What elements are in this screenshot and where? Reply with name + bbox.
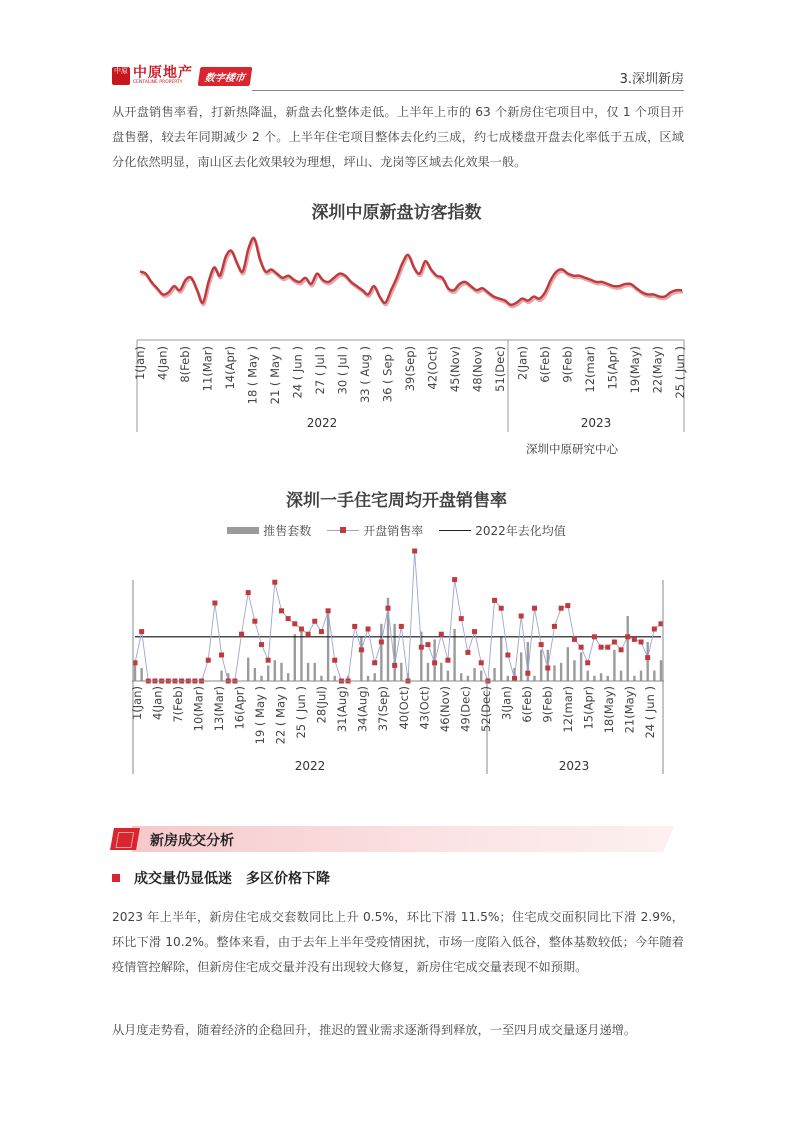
sales-rate-marker bbox=[652, 627, 657, 632]
supply-bar bbox=[334, 676, 336, 681]
x-tick-label: 21 ( May ) bbox=[268, 346, 282, 405]
x-tick-label: 21(May) bbox=[622, 686, 637, 734]
supply-bar bbox=[327, 613, 329, 681]
sales-rate-marker bbox=[532, 606, 537, 611]
supply-bar bbox=[220, 671, 222, 681]
sales-rate-marker bbox=[465, 650, 470, 655]
legend-avg-label: 2022年去化均值 bbox=[475, 524, 566, 538]
x-tick-label: 37(Sep) bbox=[376, 686, 391, 732]
sales-rate-marker bbox=[312, 619, 317, 624]
square-bullet-icon bbox=[112, 874, 120, 882]
supply-bar bbox=[573, 660, 575, 681]
x-tick-label: 30 ( Jul ) bbox=[335, 346, 350, 395]
legend-avg-swatch bbox=[439, 530, 471, 532]
sales-rate-marker bbox=[425, 642, 430, 647]
logo-name-cn: 中原地产 bbox=[133, 65, 193, 81]
sales-rate-marker bbox=[259, 642, 264, 647]
supply-bar bbox=[320, 676, 322, 681]
sales-rate-marker bbox=[459, 616, 464, 621]
supply-bar bbox=[267, 665, 269, 681]
x-tick-label: 25 ( Jun ) bbox=[294, 686, 309, 739]
sales-rate-marker bbox=[572, 637, 577, 642]
chart1-source: 深圳中原研究中心 bbox=[526, 442, 618, 456]
section-number-icon bbox=[115, 832, 134, 848]
x-tick-label: 15(Apr) bbox=[581, 686, 596, 730]
x-tick-label: 24 ( Jun ) bbox=[643, 686, 657, 739]
supply-bar bbox=[314, 663, 316, 681]
supply-bar bbox=[520, 652, 522, 681]
x-tick-label: 46(Nov) bbox=[437, 686, 452, 733]
supply-bar bbox=[274, 660, 276, 681]
supply-bar bbox=[620, 671, 622, 681]
legend-line bbox=[327, 522, 423, 539]
x-tick-label: 10(Mar) bbox=[191, 686, 206, 732]
x-tick-label: 22(May) bbox=[650, 346, 665, 394]
supply-bar bbox=[660, 660, 662, 681]
sales-rate-marker bbox=[632, 637, 637, 642]
sales-rate-chart bbox=[0, 540, 793, 780]
x-tick-label: 43(Oct) bbox=[417, 686, 432, 730]
supply-bar bbox=[653, 671, 655, 681]
sales-rate-marker bbox=[519, 614, 524, 619]
supply-bar bbox=[640, 671, 642, 681]
sales-rate-marker bbox=[292, 621, 297, 626]
x-tick-label: 13(Mar) bbox=[212, 686, 227, 732]
section-banner bbox=[112, 826, 674, 852]
sales-rate-marker bbox=[445, 658, 450, 663]
visitor-index-line bbox=[140, 238, 682, 305]
section-number-badge bbox=[110, 828, 140, 850]
x-tick-label: 1(Jan) bbox=[133, 346, 147, 381]
sales-rate-marker bbox=[592, 634, 597, 639]
supply-bar bbox=[373, 673, 375, 681]
supply-bar bbox=[500, 637, 502, 681]
visitor-index-line-shadow bbox=[141, 240, 683, 307]
chart2-legend bbox=[0, 522, 793, 539]
year-label-2022: 2022 bbox=[306, 416, 338, 430]
sales-rate-marker bbox=[432, 660, 437, 665]
supply-bar bbox=[260, 676, 262, 681]
sales-rate-marker bbox=[359, 647, 364, 652]
paragraph-sales-rate: 从开盘销售率看，打新热降温，新盘去化整体走低。上半年上市的 63 个新房住宅项目中，仅 1 个项目开盘售罄，较去年同期减少 2 个。上半年住宅项目整体去化约三成，约七成楼盘开盘去化率低于五成，区域分化依然明显，南山区去化效果较为理想，坪山、龙岗等区域去化效果一般。 bbox=[112, 105, 684, 169]
x-tick-label: 16(Apr) bbox=[232, 686, 247, 730]
year-label-2022: 2022 bbox=[294, 759, 326, 773]
supply-bar bbox=[593, 676, 595, 681]
x-tick-label: 28(Jul) bbox=[314, 686, 329, 724]
supply-bar bbox=[600, 673, 602, 681]
logo-tag: 数字楼市 bbox=[198, 67, 253, 86]
subheading-text: 成交量仍显低迷 多区价格下降 bbox=[134, 871, 330, 887]
section-title: 新房成交分析 bbox=[150, 833, 234, 849]
x-tick-label: 9(Feb) bbox=[560, 346, 575, 383]
sales-rate-marker bbox=[612, 640, 617, 645]
sales-rate-marker bbox=[219, 653, 224, 658]
supply-bar bbox=[540, 650, 542, 681]
supply-bar bbox=[567, 647, 569, 681]
sales-rate-marker bbox=[239, 632, 244, 637]
legend-bar bbox=[227, 522, 311, 539]
supply-bar bbox=[460, 673, 462, 681]
supply-bar bbox=[400, 663, 402, 681]
sales-rate-marker bbox=[419, 645, 424, 650]
supply-bar bbox=[507, 676, 509, 681]
sales-rate-marker bbox=[505, 653, 510, 658]
sales-rate-marker bbox=[625, 634, 630, 639]
sales-rate-marker bbox=[492, 598, 497, 603]
x-tick-label: 33 ( Aug ) bbox=[358, 346, 372, 404]
x-tick-label: 42(Oct) bbox=[425, 346, 440, 390]
visitor-index-chart bbox=[0, 0, 793, 470]
x-tick-label: 45(Nov) bbox=[448, 346, 462, 393]
supply-bar bbox=[473, 668, 475, 681]
supply-bar bbox=[493, 668, 495, 681]
supply-bar bbox=[447, 671, 449, 681]
supply-bar bbox=[254, 668, 256, 681]
supply-bar bbox=[427, 663, 429, 681]
logo-name-en: CENTALINE PROPERTY bbox=[133, 80, 183, 85]
x-tick-label: 36 ( Sep ) bbox=[380, 346, 395, 403]
supply-bar bbox=[440, 663, 442, 681]
supply-bar bbox=[300, 632, 302, 681]
sales-rate-marker bbox=[306, 632, 311, 637]
supply-bar bbox=[467, 676, 469, 681]
supply-bar bbox=[633, 676, 635, 681]
sales-rate-marker bbox=[619, 647, 624, 652]
logo-seal-icon: 中原 bbox=[112, 67, 130, 85]
x-tick-label: 39(Sep) bbox=[403, 346, 417, 392]
x-tick-label: 3(Jan) bbox=[499, 686, 514, 721]
legend-bar-swatch bbox=[227, 527, 259, 534]
sales-rate-marker bbox=[366, 627, 371, 632]
x-tick-label: 52(Dec) bbox=[478, 686, 493, 732]
x-tick-label: 49(Dec) bbox=[458, 686, 473, 732]
sales-rate-marker bbox=[139, 629, 144, 634]
sales-rate-marker bbox=[372, 660, 377, 665]
year-label-2023: 2023 bbox=[580, 416, 612, 430]
sales-rate-marker bbox=[545, 666, 550, 671]
sales-rate-marker bbox=[605, 645, 610, 650]
x-tick-label: 7(Feb) bbox=[171, 686, 186, 723]
sales-rate-marker bbox=[599, 645, 604, 650]
sales-rate-marker bbox=[319, 629, 324, 634]
sales-rate-marker bbox=[559, 606, 564, 611]
sales-rate-marker bbox=[539, 642, 544, 647]
sales-rate-marker bbox=[579, 645, 584, 650]
sales-rate-marker bbox=[552, 624, 557, 629]
supply-bar bbox=[646, 642, 648, 681]
sales-rate-marker bbox=[286, 616, 291, 621]
x-tick-label: 4(Jan) bbox=[150, 686, 165, 721]
section-label: 3.深圳新房 bbox=[619, 72, 684, 87]
x-tick-label: 24 ( Jun ) bbox=[290, 346, 305, 399]
x-tick-label: 18(May) bbox=[601, 686, 616, 734]
sales-rate-marker bbox=[386, 606, 391, 611]
sales-rate-marker bbox=[266, 658, 271, 663]
supply-bar bbox=[580, 652, 582, 681]
x-tick-label: 19 ( May ) bbox=[253, 686, 268, 745]
x-tick-label: 9(Feb) bbox=[540, 686, 555, 723]
x-tick-label: 31(Aug) bbox=[335, 686, 350, 733]
sales-rate-marker bbox=[645, 655, 650, 660]
x-tick-label: 11(Mar) bbox=[200, 346, 215, 392]
sales-rate-marker bbox=[565, 603, 570, 608]
x-tick-label: 51(Dec) bbox=[493, 346, 507, 392]
sales-rate-marker bbox=[272, 580, 277, 585]
sales-rate-marker bbox=[212, 601, 217, 606]
sales-rate-marker bbox=[479, 660, 484, 665]
sales-rate-marker bbox=[499, 606, 504, 611]
supply-bar bbox=[480, 671, 482, 681]
sales-rate-marker bbox=[392, 663, 397, 668]
x-tick-label: 12(mar) bbox=[583, 346, 597, 393]
paragraph-monthly-trend: 从月度走势看，随着经济的企稳回升，推迟的置业需求逐渐得到释放，一至四月成交量逐月递增。 bbox=[112, 1023, 637, 1037]
x-tick-label: 18 ( May ) bbox=[245, 346, 260, 405]
x-tick-label: 8(Feb) bbox=[178, 346, 192, 383]
supply-bar bbox=[367, 676, 369, 681]
x-tick-label: 34(Aug) bbox=[355, 686, 370, 733]
supply-bar bbox=[553, 665, 555, 681]
sales-rate-marker bbox=[399, 624, 404, 629]
x-tick-label: 27 ( Jul ) bbox=[313, 346, 327, 395]
supply-bar bbox=[607, 676, 609, 681]
supply-bar bbox=[380, 624, 382, 681]
sales-rate-marker bbox=[279, 608, 284, 613]
x-tick-label: 40(Oct) bbox=[396, 686, 411, 730]
supply-bar bbox=[613, 650, 615, 681]
x-tick-label: 15(Apr) bbox=[605, 346, 620, 390]
supply-bar bbox=[287, 673, 289, 681]
supply-bar bbox=[587, 671, 589, 681]
supply-bar bbox=[307, 663, 309, 681]
x-tick-label: 2(Jan) bbox=[515, 346, 530, 381]
supply-bar bbox=[627, 616, 629, 681]
sales-rate-marker bbox=[525, 671, 530, 676]
year-label-2023: 2023 bbox=[558, 759, 590, 773]
subheading bbox=[112, 868, 330, 888]
sales-rate-marker bbox=[412, 549, 417, 554]
x-tick-label: 1(Jan) bbox=[130, 686, 144, 721]
sales-rate-marker bbox=[585, 660, 590, 665]
sales-rate-marker bbox=[512, 676, 517, 681]
legend-line-swatch bbox=[327, 530, 359, 531]
x-tick-label: 6(Feb) bbox=[519, 686, 534, 723]
sales-rate-marker bbox=[326, 608, 331, 613]
paragraph-transactions: 2023 年上半年，新房住宅成交套数同比上升 0.5%，环比下滑 11.5%；住宅成交面积同比下滑 2.9%，环比下滑 10.2%。整体来看，由于去年上半年受疫情困扰，市场一度陷入低谷，整体基数较低；今年随着疫情管控解除，但新房住宅成交量并没有出现较大修复，新房住宅成交量表现不如预期。 bbox=[112, 910, 684, 974]
legend-avg bbox=[439, 522, 566, 539]
x-tick-label: 22 ( May ) bbox=[273, 686, 288, 745]
sales-rate-marker bbox=[252, 619, 257, 624]
x-tick-label: 19(May) bbox=[628, 346, 642, 394]
x-tick-label: 14(Apr) bbox=[223, 346, 237, 390]
supply-bar bbox=[560, 663, 562, 681]
sales-rate-marker bbox=[472, 629, 477, 634]
x-tick-label: 12(mar) bbox=[560, 686, 575, 733]
sales-rate-marker bbox=[639, 640, 644, 645]
supply-bar bbox=[360, 637, 362, 681]
legend-bar-label: 推售套数 bbox=[263, 524, 312, 538]
supply-bar bbox=[393, 624, 395, 681]
chart1-title: 深圳中原新盘访客指数 bbox=[311, 203, 482, 223]
x-tick-label: 25 ( Jun ) bbox=[673, 346, 687, 399]
chart2-title: 深圳一手住宅周均开盘销售率 bbox=[286, 491, 507, 511]
supply-bar bbox=[533, 676, 535, 681]
sales-rate-marker bbox=[246, 590, 251, 595]
supply-bar bbox=[294, 634, 296, 681]
sales-rate-marker bbox=[206, 658, 211, 663]
sales-rate-marker bbox=[439, 632, 444, 637]
supply-bar bbox=[247, 658, 249, 681]
x-tick-label: 4(Jan) bbox=[155, 346, 170, 381]
legend-line-label: 开盘销售率 bbox=[363, 524, 424, 538]
supply-bar bbox=[280, 663, 282, 681]
sales-rate-marker bbox=[299, 627, 304, 632]
sales-rate-marker bbox=[332, 658, 337, 663]
x-tick-label: 48(Nov) bbox=[470, 346, 485, 393]
supply-bar bbox=[140, 668, 142, 681]
sales-rate-marker bbox=[352, 624, 357, 629]
sales-rate-marker bbox=[452, 577, 457, 582]
x-tick-label: 6(Feb) bbox=[538, 346, 552, 383]
sales-rate-marker bbox=[379, 640, 384, 645]
